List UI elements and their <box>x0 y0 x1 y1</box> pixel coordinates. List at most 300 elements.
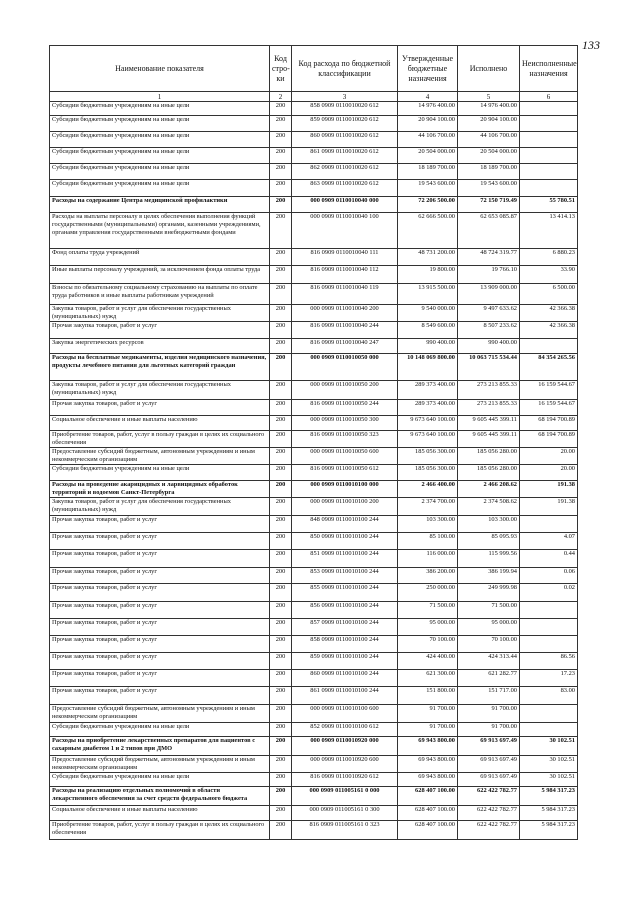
cell-executed: 9 605 445 399.11 <box>458 431 520 448</box>
cell-indicator-name: Предоставление субсидий бюджетным, автономным учреждениям и иным некоммерческим организациям <box>50 756 270 773</box>
cell-indicator-name: Прочая закупка товаров, работ и услуг <box>50 533 270 550</box>
cell-indicator-name: Расходы на бесплатные медикаменты, изделия медицинского назначения, продукты лечебного питания для льготных категорий граждан <box>50 354 270 381</box>
cell-expense-code: 855 0909 0110010100 244 <box>292 584 398 602</box>
cell-line-code: 200 <box>270 148 292 164</box>
cell-executed: 13 909 000.00 <box>458 284 520 305</box>
cell-remaining: 68 194 700.89 <box>520 416 578 431</box>
cell-remaining: 42 366.38 <box>520 322 578 339</box>
table-row <box>50 584 578 602</box>
cell-line-code: 200 <box>270 498 292 516</box>
cell-line-code: 200 <box>270 116 292 132</box>
cell-approved: 48 731 200.00 <box>398 249 458 266</box>
cell-line-code: 200 <box>270 266 292 284</box>
cell-line-code: 200 <box>270 619 292 636</box>
cell-expense-code: 816 0909 0110010050 612 <box>292 465 398 481</box>
cell-remaining <box>520 339 578 354</box>
cell-remaining: 191.38 <box>520 498 578 516</box>
header-indicator-name: Наименование показателя <box>50 46 270 92</box>
table-row <box>50 465 578 481</box>
cell-executed: 91 700.00 <box>458 705 520 723</box>
cell-indicator-name: Субсидии бюджетным учреждениям на иные цели <box>50 116 270 132</box>
cell-executed: 19 543 600.00 <box>458 180 520 197</box>
cell-indicator-name: Взносы по обязательному социальному страхованию на выплаты по оплате труда работников и иные выплаты работникам учреждений <box>50 284 270 305</box>
table-row <box>50 756 578 773</box>
cell-remaining: 191.38 <box>520 481 578 498</box>
column-index: 1 <box>50 92 270 102</box>
cell-expense-code: 859 0909 0110010100 244 <box>292 653 398 670</box>
cell-approved: 103 300.00 <box>398 516 458 533</box>
cell-approved: 13 915 500.00 <box>398 284 458 305</box>
cell-expense-code: 860 0909 0110010100 244 <box>292 670 398 687</box>
cell-line-code: 200 <box>270 687 292 705</box>
cell-executed: 622 422 782.77 <box>458 787 520 806</box>
cell-remaining: 0.02 <box>520 584 578 602</box>
table-row <box>50 821 578 840</box>
cell-approved: 71 500.00 <box>398 602 458 619</box>
cell-indicator-name: Предоставление субсидий бюджетным, автономным учреждениям и иным некоммерческим организациям <box>50 448 270 465</box>
cell-indicator-name: Субсидии бюджетным учреждениям на иные цели <box>50 132 270 148</box>
table-row <box>50 148 578 164</box>
cell-expense-code: 000 0909 0110010040 100 <box>292 213 398 249</box>
cell-remaining: 5 984 317.23 <box>520 821 578 840</box>
cell-executed: 71 500.00 <box>458 602 520 619</box>
cell-approved: 9 540 000.00 <box>398 305 458 322</box>
cell-line-code: 200 <box>270 653 292 670</box>
cell-line-code: 200 <box>270 670 292 687</box>
cell-line-code: 200 <box>270 723 292 737</box>
cell-indicator-name: Субсидии бюджетным учреждениям на иные цели <box>50 465 270 481</box>
cell-indicator-name: Социальное обеспечение и иные выплаты населению <box>50 806 270 821</box>
table-row <box>50 533 578 550</box>
cell-approved: 14 976 400.00 <box>398 102 458 116</box>
table-row <box>50 180 578 197</box>
cell-approved: 9 673 640 100.00 <box>398 416 458 431</box>
cell-remaining: 17.23 <box>520 670 578 687</box>
cell-indicator-name: Расходы на приобретение лекарственных препаратов для пациентов с сахарным диабетом 1 и 2 типов при ДМО <box>50 737 270 756</box>
cell-line-code: 200 <box>270 249 292 266</box>
cell-approved: 69 943 800.00 <box>398 737 458 756</box>
cell-executed: 18 189 700.00 <box>458 164 520 180</box>
cell-line-code: 200 <box>270 516 292 533</box>
cell-expense-code: 851 0909 0110010100 244 <box>292 550 398 568</box>
cell-remaining <box>520 636 578 653</box>
table-row <box>50 737 578 756</box>
cell-executed: 8 507 233.62 <box>458 322 520 339</box>
cell-remaining: 0.06 <box>520 568 578 584</box>
cell-remaining <box>520 102 578 116</box>
cell-remaining <box>520 148 578 164</box>
cell-indicator-name: Субсидии бюджетным учреждениям на иные цели <box>50 773 270 787</box>
cell-approved: 628 407 100.00 <box>398 821 458 840</box>
cell-line-code: 200 <box>270 180 292 197</box>
header-approved: Утвержденные бюджетные назначения <box>398 46 458 92</box>
table-row <box>50 197 578 213</box>
cell-indicator-name: Расходы на выплаты персоналу в целях обеспечения выполнения функций государственными (муниципальными) органами, казенными учреждениями, органами управления государственными внебюджетными фондами <box>50 213 270 249</box>
cell-remaining: 6 880.23 <box>520 249 578 266</box>
cell-indicator-name: Предоставление субсидий бюджетным, автономным учреждениям и иным некоммерческим организациям <box>50 705 270 723</box>
cell-remaining <box>520 602 578 619</box>
cell-remaining: 33.90 <box>520 266 578 284</box>
cell-expense-code: 861 0909 0110010020 612 <box>292 148 398 164</box>
cell-executed: 185 056 280.00 <box>458 448 520 465</box>
cell-approved: 386 200.00 <box>398 568 458 584</box>
column-index: 5 <box>458 92 520 102</box>
cell-expense-code: 000 0909 0110010040 200 <box>292 305 398 322</box>
cell-approved: 628 407 100.00 <box>398 806 458 821</box>
table-row <box>50 481 578 498</box>
cell-remaining <box>520 705 578 723</box>
cell-approved: 151 800.00 <box>398 687 458 705</box>
cell-approved: 250 000.00 <box>398 584 458 602</box>
cell-line-code: 200 <box>270 636 292 653</box>
cell-approved: 289 373 400.00 <box>398 381 458 400</box>
cell-executed: 69 913 697.49 <box>458 773 520 787</box>
cell-remaining: 20.00 <box>520 448 578 465</box>
cell-expense-code: 000 0909 0110010920 000 <box>292 737 398 756</box>
cell-executed: 48 724 319.77 <box>458 249 520 266</box>
cell-expense-code: 816 0909 011005161 0 323 <box>292 821 398 840</box>
cell-remaining <box>520 180 578 197</box>
cell-expense-code: 000 0909 0110010100 200 <box>292 498 398 516</box>
table-row <box>50 653 578 670</box>
cell-remaining: 30 102.51 <box>520 756 578 773</box>
cell-approved: 628 407 100.00 <box>398 787 458 806</box>
table-row <box>50 619 578 636</box>
cell-approved: 990 400.00 <box>398 339 458 354</box>
cell-indicator-name: Прочая закупка товаров, работ и услуг <box>50 602 270 619</box>
header-line-code: Код стро-ки <box>270 46 292 92</box>
cell-line-code: 200 <box>270 284 292 305</box>
cell-indicator-name: Прочая закупка товаров, работ и услуг <box>50 550 270 568</box>
cell-line-code: 200 <box>270 431 292 448</box>
cell-expense-code: 859 0909 0110010020 612 <box>292 116 398 132</box>
cell-indicator-name: Расходы на содержание Центра медицинской профилактики <box>50 197 270 213</box>
table-row <box>50 322 578 339</box>
cell-indicator-name: Приобретение товаров, работ, услуг в пользу граждан в целях их социального обеспечения <box>50 431 270 448</box>
cell-approved: 19 800.00 <box>398 266 458 284</box>
cell-remaining <box>520 116 578 132</box>
cell-remaining <box>520 516 578 533</box>
cell-remaining: 68 194 700.89 <box>520 431 578 448</box>
cell-expense-code: 000 0909 0110010050 300 <box>292 416 398 431</box>
cell-expense-code: 000 0909 0110010100 600 <box>292 705 398 723</box>
cell-approved: 2 374 700.00 <box>398 498 458 516</box>
cell-expense-code: 000 0909 011005161 0 000 <box>292 787 398 806</box>
cell-remaining <box>520 164 578 180</box>
cell-approved: 8 549 600.00 <box>398 322 458 339</box>
cell-remaining <box>520 723 578 737</box>
cell-executed: 20 504 000.00 <box>458 148 520 164</box>
cell-executed: 14 976 400.00 <box>458 102 520 116</box>
cell-expense-code: 000 0909 0110010050 200 <box>292 381 398 400</box>
cell-indicator-name: Прочая закупка товаров, работ и услуг <box>50 619 270 636</box>
column-index: 4 <box>398 92 458 102</box>
table-row <box>50 284 578 305</box>
budget-execution-table <box>49 45 578 840</box>
cell-approved: 20 504 000.00 <box>398 148 458 164</box>
cell-line-code: 200 <box>270 400 292 416</box>
cell-line-code: 200 <box>270 602 292 619</box>
cell-expense-code: 862 0909 0110010020 612 <box>292 164 398 180</box>
cell-executed: 95 000.00 <box>458 619 520 636</box>
cell-line-code: 200 <box>270 381 292 400</box>
cell-remaining: 13 414.13 <box>520 213 578 249</box>
cell-line-code: 200 <box>270 550 292 568</box>
cell-expense-code: 000 0909 0110010920 600 <box>292 756 398 773</box>
table-row <box>50 132 578 148</box>
cell-executed: 249 999.98 <box>458 584 520 602</box>
cell-approved: 19 543 600.00 <box>398 180 458 197</box>
cell-expense-code: 000 0909 0110010050 000 <box>292 354 398 381</box>
cell-remaining: 5 984 317.23 <box>520 787 578 806</box>
cell-executed: 2 374 508.62 <box>458 498 520 516</box>
table-row <box>50 213 578 249</box>
header-expense-code: Код расхода по бюджетной классификации <box>292 46 398 92</box>
cell-line-code: 200 <box>270 102 292 116</box>
cell-line-code: 200 <box>270 806 292 821</box>
cell-indicator-name: Закупка энергетических ресурсов <box>50 339 270 354</box>
cell-line-code: 200 <box>270 533 292 550</box>
cell-executed: 621 282.77 <box>458 670 520 687</box>
cell-indicator-name: Приобретение товаров, работ, услуг в пользу граждан в целях их социального обеспечения <box>50 821 270 840</box>
cell-executed: 91 700.00 <box>458 723 520 737</box>
cell-approved: 2 466 400.00 <box>398 481 458 498</box>
column-index: 6 <box>520 92 578 102</box>
cell-executed: 85 095.93 <box>458 533 520 550</box>
cell-executed: 622 422 782.77 <box>458 821 520 840</box>
cell-line-code: 200 <box>270 481 292 498</box>
cell-line-code: 200 <box>270 568 292 584</box>
cell-remaining: 84 354 265.56 <box>520 354 578 381</box>
cell-approved: 289 373 400.00 <box>398 400 458 416</box>
cell-executed: 44 106 700.00 <box>458 132 520 148</box>
cell-expense-code: 858 0909 0110010100 244 <box>292 636 398 653</box>
cell-expense-code: 857 0909 0110010100 244 <box>292 619 398 636</box>
cell-approved: 185 056 300.00 <box>398 448 458 465</box>
cell-expense-code: 816 0909 0110010040 119 <box>292 284 398 305</box>
cell-indicator-name: Иные выплаты персоналу учреждений, за исключением фонда оплаты труда <box>50 266 270 284</box>
cell-executed: 9 605 445 399.11 <box>458 416 520 431</box>
cell-indicator-name: Прочая закупка товаров, работ и услуг <box>50 568 270 584</box>
page-number: 133 <box>582 38 600 52</box>
cell-line-code: 200 <box>270 305 292 322</box>
table-row <box>50 339 578 354</box>
cell-remaining: 83.00 <box>520 687 578 705</box>
cell-indicator-name: Прочая закупка товаров, работ и услуг <box>50 400 270 416</box>
cell-expense-code: 852 0909 0110010100 612 <box>292 723 398 737</box>
cell-remaining: 42 366.38 <box>520 305 578 322</box>
cell-expense-code: 816 0909 0110010920 612 <box>292 773 398 787</box>
cell-expense-code: 858 0909 0110010020 612 <box>292 102 398 116</box>
cell-indicator-name: Закупка товаров, работ и услуг для обеспечения государственных (муниципальных) нужд <box>50 305 270 322</box>
cell-executed: 115 999.56 <box>458 550 520 568</box>
cell-expense-code: 853 0909 0110010100 244 <box>292 568 398 584</box>
cell-executed: 103 300.00 <box>458 516 520 533</box>
cell-executed: 20 904 100.00 <box>458 116 520 132</box>
cell-executed: 990 400.00 <box>458 339 520 354</box>
table-row <box>50 687 578 705</box>
cell-executed: 19 766.10 <box>458 266 520 284</box>
cell-remaining: 6 500.00 <box>520 284 578 305</box>
cell-approved: 621 300.00 <box>398 670 458 687</box>
table-row <box>50 431 578 448</box>
table-row <box>50 723 578 737</box>
cell-line-code: 200 <box>270 354 292 381</box>
cell-expense-code: 850 0909 0110010100 244 <box>292 533 398 550</box>
cell-line-code: 200 <box>270 339 292 354</box>
cell-indicator-name: Прочая закупка товаров, работ и услуг <box>50 516 270 533</box>
table-row <box>50 448 578 465</box>
cell-executed: 69 913 697.49 <box>458 737 520 756</box>
cell-remaining: 20.00 <box>520 465 578 481</box>
cell-approved: 91 700.00 <box>398 705 458 723</box>
cell-executed: 10 063 715 534.44 <box>458 354 520 381</box>
table-row <box>50 416 578 431</box>
cell-expense-code: 860 0909 0110010020 612 <box>292 132 398 148</box>
table-row <box>50 516 578 533</box>
cell-indicator-name: Субсидии бюджетным учреждениям на иные цели <box>50 164 270 180</box>
cell-line-code: 200 <box>270 213 292 249</box>
cell-line-code: 200 <box>270 737 292 756</box>
table-row <box>50 164 578 180</box>
table-row <box>50 636 578 653</box>
cell-executed: 9 497 633.62 <box>458 305 520 322</box>
cell-indicator-name: Расходы на проведение акарицидных и ларвицидных обработок территорий и водоемов Санкт-Петербурга <box>50 481 270 498</box>
cell-line-code: 200 <box>270 705 292 723</box>
cell-remaining: 55 780.51 <box>520 197 578 213</box>
table-row <box>50 249 578 266</box>
cell-executed: 622 422 782.77 <box>458 806 520 821</box>
cell-expense-code: 856 0909 0110010100 244 <box>292 602 398 619</box>
cell-remaining: 0.44 <box>520 550 578 568</box>
header-row <box>50 46 578 92</box>
cell-approved: 72 206 500.00 <box>398 197 458 213</box>
cell-approved: 95 000.00 <box>398 619 458 636</box>
cell-executed: 273 213 855.33 <box>458 381 520 400</box>
cell-approved: 85 100.00 <box>398 533 458 550</box>
cell-remaining: 16 159 544.67 <box>520 400 578 416</box>
cell-approved: 91 700.00 <box>398 723 458 737</box>
cell-indicator-name: Прочая закупка товаров, работ и услуг <box>50 687 270 705</box>
cell-executed: 72 150 719.49 <box>458 197 520 213</box>
cell-line-code: 200 <box>270 787 292 806</box>
cell-remaining <box>520 619 578 636</box>
column-index: 3 <box>292 92 398 102</box>
cell-indicator-name: Расходы на реализацию отдельных полномочий в области лекарственного обеспечения за счет средств федерального бюджета <box>50 787 270 806</box>
cell-line-code: 200 <box>270 584 292 602</box>
table-row <box>50 787 578 806</box>
cell-line-code: 200 <box>270 465 292 481</box>
cell-indicator-name: Социальное обеспечение и иные выплаты населению <box>50 416 270 431</box>
cell-approved: 18 189 700.00 <box>398 164 458 180</box>
cell-line-code: 200 <box>270 773 292 787</box>
cell-expense-code: 848 0909 0110010100 244 <box>292 516 398 533</box>
cell-indicator-name: Фонд оплаты труда учреждений <box>50 249 270 266</box>
cell-remaining: 4.07 <box>520 533 578 550</box>
cell-executed: 424 313.44 <box>458 653 520 670</box>
cell-executed: 273 213 855.33 <box>458 400 520 416</box>
cell-expense-code: 000 0909 0110010040 000 <box>292 197 398 213</box>
cell-executed: 69 913 697.49 <box>458 756 520 773</box>
table-row <box>50 670 578 687</box>
cell-indicator-name: Прочая закупка товаров, работ и услуг <box>50 653 270 670</box>
table-body <box>50 102 578 840</box>
cell-approved: 10 148 069 800.00 <box>398 354 458 381</box>
cell-approved: 70 100.00 <box>398 636 458 653</box>
cell-expense-code: 816 0909 0110010050 244 <box>292 400 398 416</box>
cell-indicator-name: Прочая закупка товаров, работ и услуг <box>50 636 270 653</box>
cell-expense-code: 863 0909 0110010020 612 <box>292 180 398 197</box>
cell-approved: 424 400.00 <box>398 653 458 670</box>
table-row <box>50 116 578 132</box>
cell-executed: 62 653 085.87 <box>458 213 520 249</box>
cell-executed: 2 466 208.62 <box>458 481 520 498</box>
table-row <box>50 305 578 322</box>
cell-line-code: 200 <box>270 448 292 465</box>
cell-executed: 386 199.94 <box>458 568 520 584</box>
cell-line-code: 200 <box>270 197 292 213</box>
table-row <box>50 568 578 584</box>
cell-indicator-name: Субсидии бюджетным учреждениям на иные цели <box>50 723 270 737</box>
table-row <box>50 773 578 787</box>
cell-expense-code: 816 0909 0110010050 323 <box>292 431 398 448</box>
cell-line-code: 200 <box>270 164 292 180</box>
cell-indicator-name: Закупка товаров, работ и услуг для обеспечения государственных (муниципальных) нужд <box>50 381 270 400</box>
cell-executed: 185 056 280.00 <box>458 465 520 481</box>
cell-expense-code: 816 0909 0110010040 111 <box>292 249 398 266</box>
cell-indicator-name: Субсидии бюджетным учреждениям на иные цели <box>50 180 270 197</box>
cell-indicator-name: Субсидии бюджетным учреждениям на иные цели <box>50 102 270 116</box>
table-row <box>50 602 578 619</box>
cell-approved: 69 943 800.00 <box>398 756 458 773</box>
cell-remaining: 30 102.51 <box>520 773 578 787</box>
cell-line-code: 200 <box>270 821 292 840</box>
cell-remaining: 5 984 317.23 <box>520 806 578 821</box>
table-row <box>50 266 578 284</box>
cell-approved: 20 904 100.00 <box>398 116 458 132</box>
table-row <box>50 550 578 568</box>
cell-approved: 116 000.00 <box>398 550 458 568</box>
cell-remaining: 86.56 <box>520 653 578 670</box>
cell-indicator-name: Субсидии бюджетным учреждениям на иные цели <box>50 148 270 164</box>
table-row <box>50 498 578 516</box>
cell-expense-code: 816 0909 0110010040 112 <box>292 266 398 284</box>
cell-approved: 62 666 500.00 <box>398 213 458 249</box>
table-row <box>50 400 578 416</box>
cell-approved: 9 673 640 100.00 <box>398 431 458 448</box>
cell-executed: 70 100.00 <box>458 636 520 653</box>
table-row <box>50 354 578 381</box>
cell-indicator-name: Закупка товаров, работ и услуг для обеспечения государственных (муниципальных) нужд <box>50 498 270 516</box>
cell-expense-code: 861 0909 0110010100 244 <box>292 687 398 705</box>
cell-remaining: 30 102.51 <box>520 737 578 756</box>
cell-approved: 44 106 700.00 <box>398 132 458 148</box>
cell-line-code: 200 <box>270 756 292 773</box>
column-index: 2 <box>270 92 292 102</box>
cell-remaining: 16 159 544.67 <box>520 381 578 400</box>
table-row <box>50 705 578 723</box>
header-remaining: Неисполненные назначения <box>520 46 578 92</box>
cell-line-code: 200 <box>270 416 292 431</box>
cell-expense-code: 000 0909 011005161 0 300 <box>292 806 398 821</box>
column-index-row <box>50 92 578 102</box>
cell-remaining <box>520 132 578 148</box>
cell-indicator-name: Прочая закупка товаров, работ и услуг <box>50 322 270 339</box>
table-row <box>50 381 578 400</box>
cell-line-code: 200 <box>270 132 292 148</box>
cell-expense-code: 000 0909 0110010100 000 <box>292 481 398 498</box>
cell-indicator-name: Прочая закупка товаров, работ и услуг <box>50 670 270 687</box>
